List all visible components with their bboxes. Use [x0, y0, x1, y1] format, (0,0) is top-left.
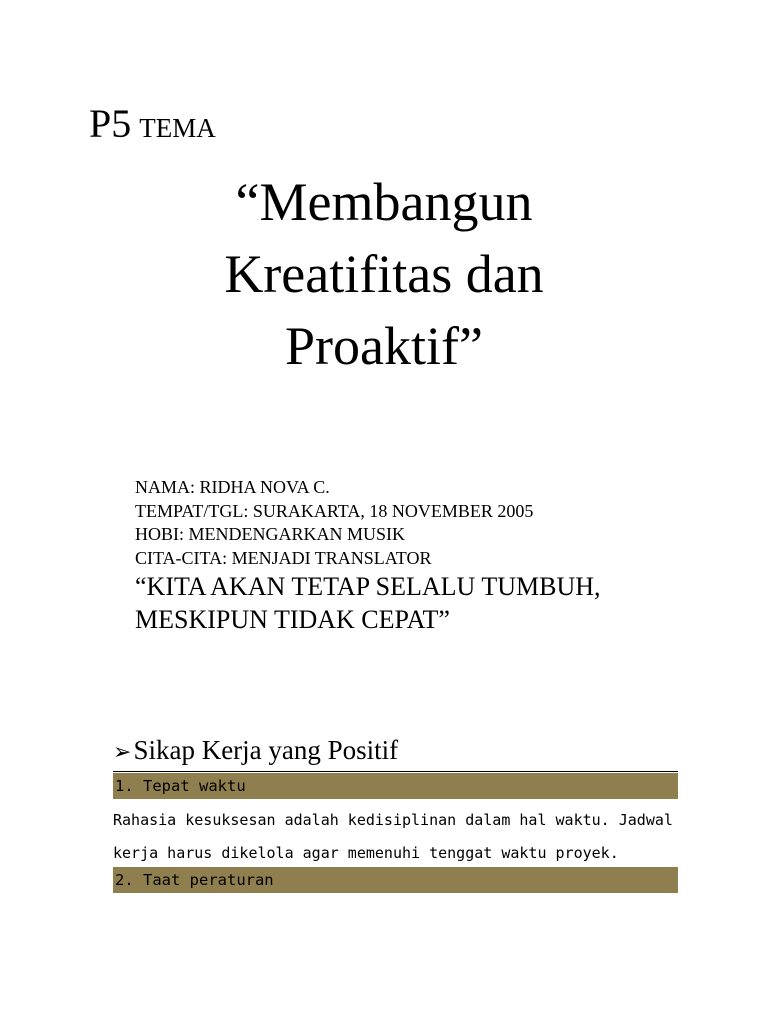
theme-header [89, 100, 216, 147]
item-title-bar [113, 867, 678, 893]
title-line: Kreatifitas dan [224, 244, 544, 304]
arrow-bullet-icon: ➢ [113, 740, 132, 765]
item-body-line: kerja harus dikelola agar memenuhi tenggat waktu proyek. [113, 844, 619, 862]
project-code: P5 [89, 101, 132, 146]
motto-line: MESKIPUN TIDAK CEPAT” [135, 605, 450, 634]
profile-name: NAMA: RIDHA NOVA C. [135, 477, 330, 497]
item-title: 1. Tepat waktu [115, 777, 246, 795]
section-heading-text: Sikap Kerja yang Positif [133, 735, 399, 765]
motto-line: “KITA AKAN TETAP SELALU TUMBUH, [135, 572, 601, 601]
title-line: “Membangun [235, 172, 533, 232]
item-title: 2. Taat peraturan [115, 871, 274, 889]
profile-block [135, 476, 601, 636]
theme-label: TEMA [139, 113, 216, 143]
title-line: Proaktif” [285, 316, 483, 376]
item-title-bar [113, 773, 678, 799]
profile-hobby: HOBI: MENDENGARKAN MUSIK [135, 524, 405, 544]
item-body-line: Rahasia kesuksesan adalah kedisiplinan dalam hal waktu. Jadwal [113, 811, 673, 829]
profile-aspiration: CITA-CITA: MENJADI TRANSLATOR [135, 547, 432, 568]
item-description [113, 804, 683, 870]
profile-birth: TEMPAT/TGL: SURAKARTA, 18 NOVEMBER 2005 [135, 500, 534, 521]
section-heading [113, 733, 678, 772]
theme-title [120, 166, 648, 382]
